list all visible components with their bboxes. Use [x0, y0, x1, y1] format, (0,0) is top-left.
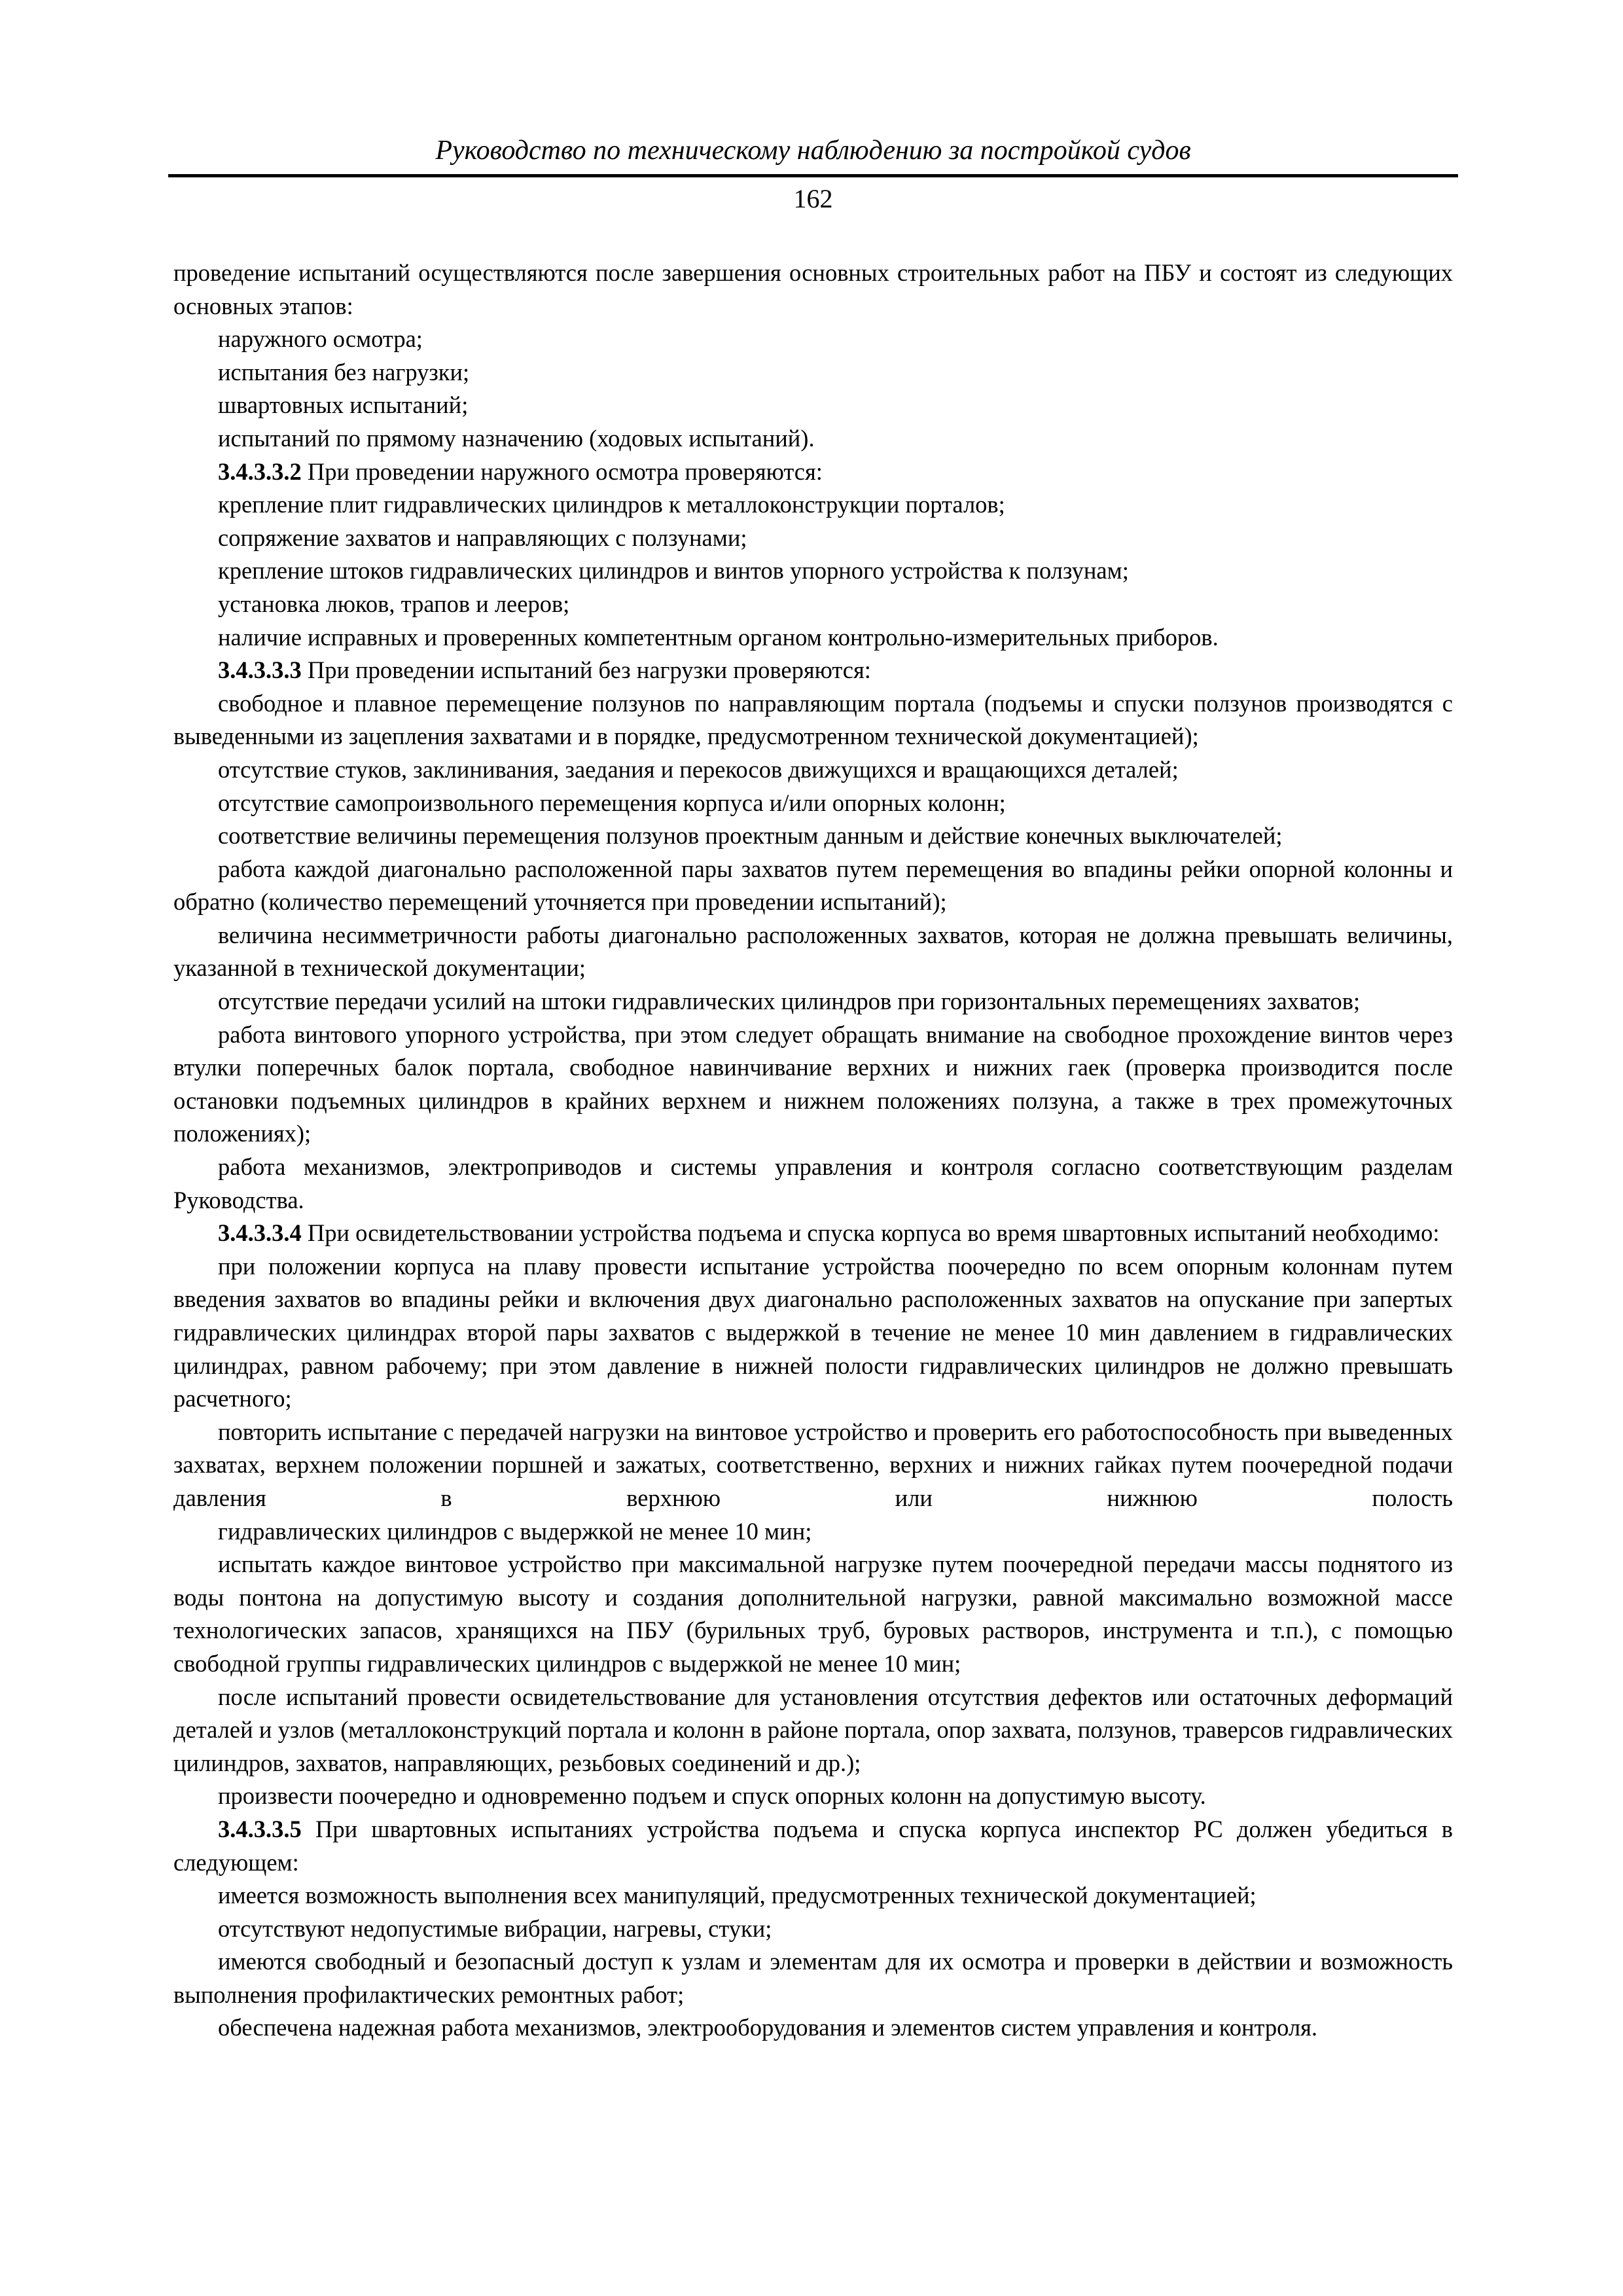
list-item: работа механизмов, электроприводов и системы управления и контроля согласно соответствующим разделам Руководства.	[173, 1153, 1453, 1213]
list-item: крепление плит гидравлических цилиндров к металлоконструкции порталов;	[218, 491, 1005, 518]
list-item: сопряжение захватов и направляющих с ползунами;	[218, 524, 747, 551]
list-item: испытать каждое винтовое устройство при максимальной нагрузке путем поочередной передачи массы поднятого из воды понтона на допустимую высоту и создания дополнительной нагрузки, равной максимально возможной массе технологических запасов, хранящихся на ПБУ (бурильных труб, буровых растворов, инструмента и т.п.), с помощью свободной группы гидравлических цилиндров с выдержкой не менее 10 мин;	[173, 1551, 1453, 1677]
list-item: испытания без нагрузки;	[218, 358, 470, 386]
section-number: 3.4.3.3.4	[218, 1219, 302, 1247]
section-number: 3.4.3.3.3	[218, 656, 302, 684]
section-paragraph: 3.4.3.3.4 При освидетельствовании устройства подъема и спуска корпуса во время швартовных испытаний необходимо:	[218, 1219, 1440, 1247]
list-item: отсутствие стуков, заклинивания, заедания и перекосов движущихся и вращающихся деталей;	[218, 755, 1179, 783]
list-item: гидравлических цилиндров с выдержкой не менее 10 мин;	[218, 1517, 812, 1545]
list-item: испытаний по прямому назначению (ходовых испытаний).	[218, 424, 815, 452]
list-item: установка люков, трапов и лееров;	[218, 590, 570, 617]
list-item: свободное и плавное перемещение ползунов по направляющим портала (подъемы и спуски ползунов производятся с выведенными из зацепления захватами и в порядке, предусмотренном технической документацией);	[173, 689, 1453, 750]
section-number: 3.4.3.3.5	[218, 1815, 302, 1842]
list-item: отсутствие передачи усилий на штоки гидравлических цилиндров при горизонтальных перемещениях захватов;	[218, 988, 1361, 1015]
list-item: повторить испытание с передачей нагрузки на винтовое устройство и проверить его работоспособность при выведенных захватах, верхнем положении поршней и зажатых, соответственно, верхних и нижних гайках путем поочередной подачи давления в верхнюю или нижнюю полость	[173, 1418, 1453, 1511]
list-item: при положении корпуса на плаву провести испытание устройства поочередно по всем опорным колоннам путем введения захватов во впадины рейки и включения двух диагонально расположенных захватов на опускание при запертых гидравлических цилиндрах второй пары захватов с выдержкой в течение не менее 10 мин давлением в гидравлических цилиндрах, равном рабочему; при этом давление в нижней полости гидравлических цилиндров не должно превышать расчетного;	[173, 1252, 1453, 1412]
list-item: отсутствуют недопустимые вибрации, нагревы, стуки;	[218, 1914, 772, 1942]
list-item: отсутствие самопроизвольного перемещения корпуса и/или опорных колонн;	[218, 789, 1006, 816]
section-paragraph: 3.4.3.3.5 При швартовных испытаниях устройства подъема и спуска корпуса инспектор РС должен убедиться в следующем:	[173, 1815, 1453, 1876]
list-item: соответствие величины перемещения ползунов проектным данным и действие конечных выключателей;	[218, 822, 1283, 850]
list-item: швартовных испытаний;	[218, 391, 469, 419]
paragraph: проведение испытаний осуществляются после завершения основных строительных работ на ПБУ и состоят из следующих основных этапов:	[173, 259, 1453, 319]
list-item: имеются свободный и безопасный доступ к узлам и элементам для их осмотра и проверки в действии и возможность выполнения профилактических ремонтных работ;	[173, 1948, 1453, 2008]
list-item: обеспечена надежная работа механизмов, электрооборудования и элементов систем управления и контроля.	[218, 2014, 1318, 2041]
list-item: работа каждой диагонально расположенной пары захватов путем перемещения во впадины рейки опорной колонны и обратно (количество перемещений уточняется при проведении испытаний);	[173, 855, 1453, 916]
running-header-title: Руководство по техническому наблюдению за постройкой судов	[435, 135, 1191, 166]
page-number: 162	[793, 184, 833, 213]
list-item: произвести поочередно и одновременно подъем и спуск опорных колонн на допустимую высоту.	[218, 1782, 1206, 1810]
list-item: после испытаний провести освидетельствование для установления отсутствия дефектов или остаточных деформаций деталей и узлов (металлоконструкций портала и колонн в районе портала, опор захвата, ползунов, траверсов гидравлических цилиндров, захватов, направляющих, резьбовых соединений и др.);	[173, 1683, 1453, 1776]
list-item: величина несимметричности работы диагонально расположенных захватов, которая не должна превышать величины, указанной в технической документации;	[173, 921, 1453, 982]
body-text	[173, 257, 1453, 2045]
section-paragraph: 3.4.3.3.2 При проведении наружного осмотра проверяются:	[218, 457, 823, 485]
list-item: работа винтового упорного устройства, при этом следует обращать внимание на свободное прохождение винтов через втулки поперечных балок портала, свободное навинчивание верхних и нижних гаек (проверка производится после остановки подъемных цилиндров в крайних верхнем и нижнем положениях ползуна, а также в трех промежуточных положениях);	[173, 1020, 1453, 1147]
header-divider	[168, 174, 1458, 177]
section-number: 3.4.3.3.2	[218, 457, 302, 485]
list-item: наличие исправных и проверенных компетентным органом контрольно-измерительных приборов.	[218, 623, 1219, 651]
section-paragraph: 3.4.3.3.3 При проведении испытаний без нагрузки проверяются:	[218, 656, 871, 684]
list-item: крепление штоков гидравлических цилиндров и винтов упорного устройства к ползунам;	[218, 557, 1129, 584]
list-item: наружного осмотра;	[218, 325, 423, 353]
list-item: имеется возможность выполнения всех манипуляций, предусмотренных технической документацией;	[218, 1882, 1257, 1909]
